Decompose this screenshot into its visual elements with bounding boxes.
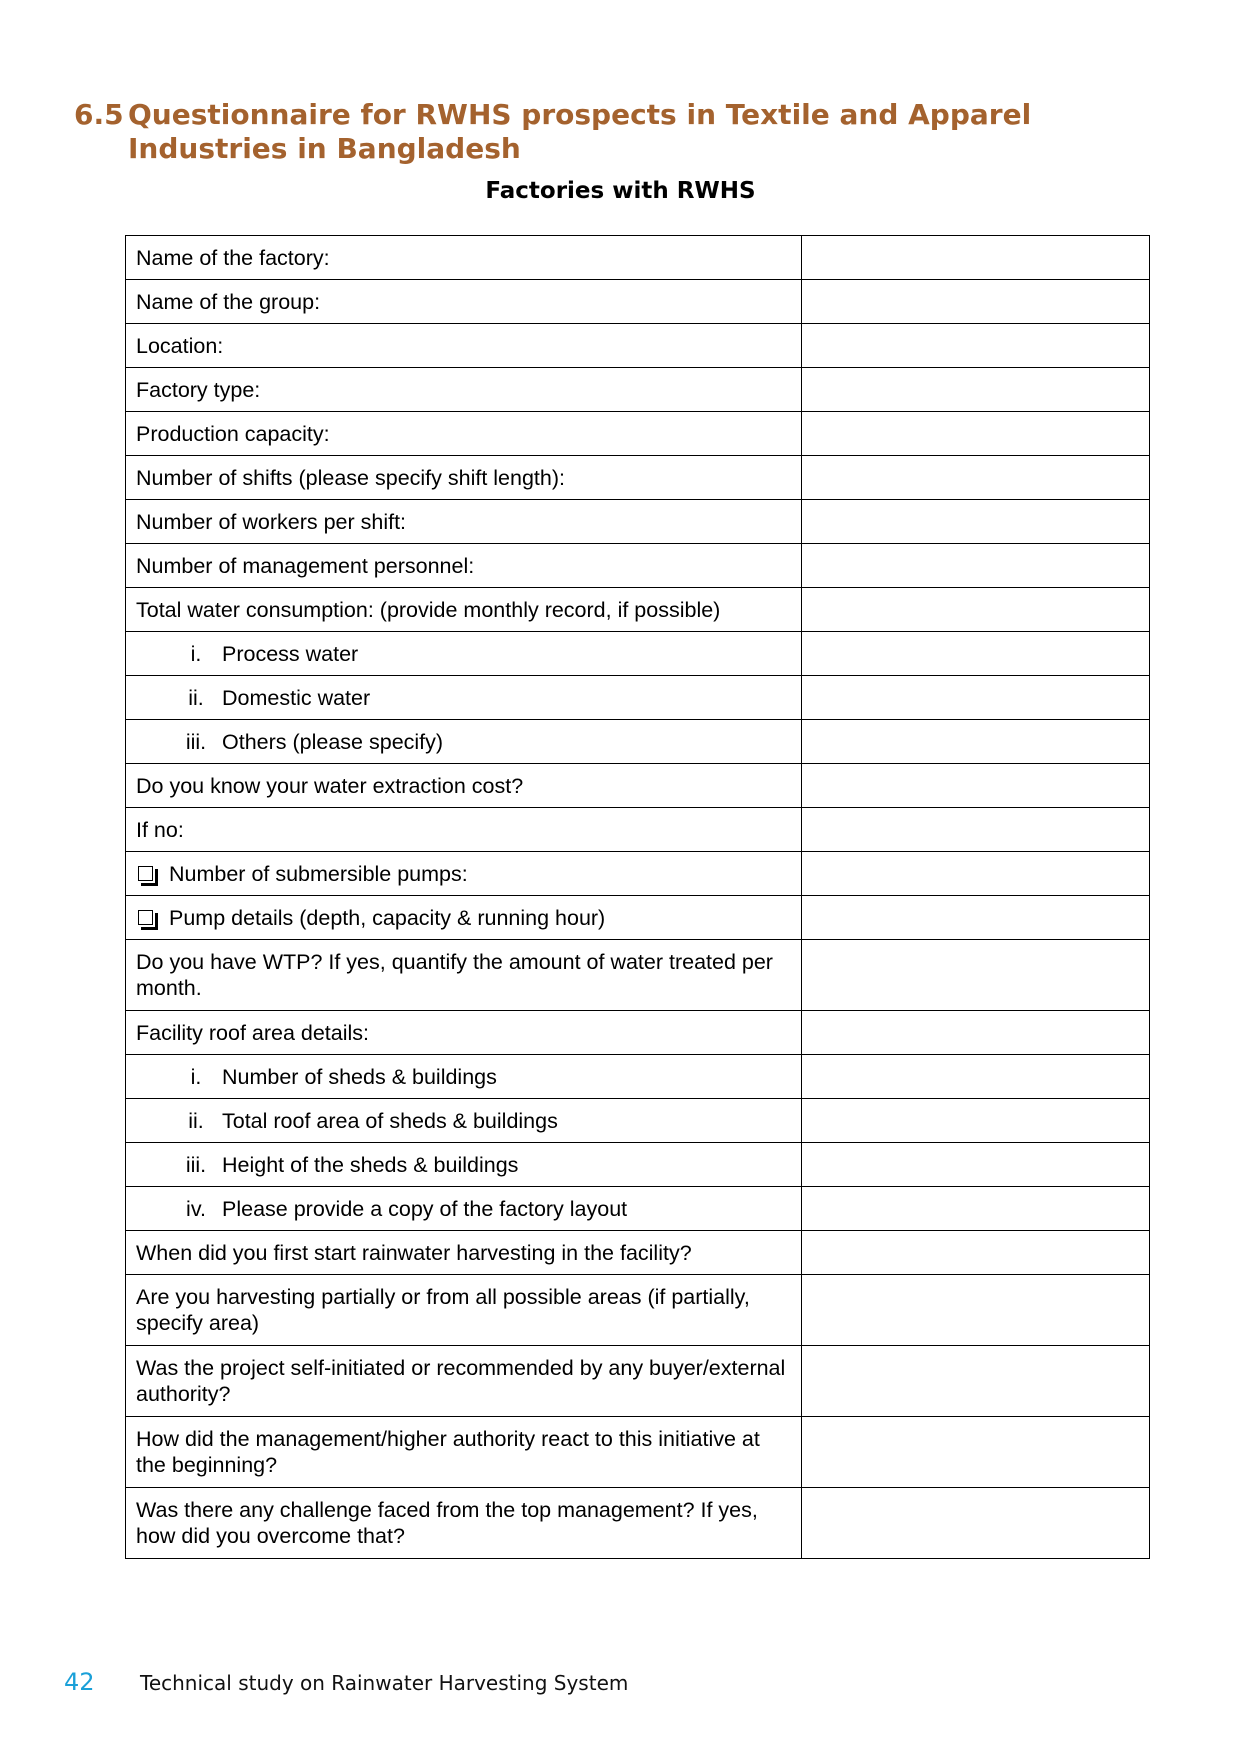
question-cell: [126, 1143, 802, 1187]
list-numeral: ii.: [188, 1108, 204, 1133]
answer-cell[interactable]: [802, 632, 1150, 676]
list-numeral: i.: [190, 1064, 202, 1089]
section-number: 6.5: [74, 98, 124, 131]
question-cell: [126, 632, 802, 676]
question-text: Do you know your water extraction cost?: [136, 773, 524, 798]
answer-cell[interactable]: [802, 1011, 1150, 1055]
table-row: [126, 280, 1150, 324]
question-text: If no:: [136, 817, 184, 842]
answer-cell[interactable]: [802, 500, 1150, 544]
question-text: Number of shifts (please specify shift length):: [136, 465, 565, 490]
checkbox-icon[interactable]: [138, 910, 153, 925]
table-row: [126, 852, 1150, 896]
question-cell: [126, 456, 802, 500]
table-row: [126, 1143, 1150, 1187]
question-text: Others (please specify): [222, 729, 444, 754]
table-subheading: Factories with RWHS: [485, 178, 756, 204]
answer-cell[interactable]: [802, 764, 1150, 808]
question-cell: [126, 544, 802, 588]
question-text: Name of the group:: [136, 289, 321, 314]
question-text: Pump details (depth, capacity & running hour): [169, 905, 606, 930]
answer-cell[interactable]: [802, 1417, 1150, 1488]
table-row: [126, 1011, 1150, 1055]
table-row: [126, 544, 1150, 588]
question-text: When did you first start rainwater harvesting in the facility?: [136, 1240, 692, 1265]
question-text: Do you have WTP? If yes, quantify the amount of water treated per month.: [136, 950, 773, 1000]
question-cell: [126, 588, 802, 632]
question-text: Number of workers per shift:: [136, 509, 407, 534]
table-row: [126, 368, 1150, 412]
question-cell: [126, 1231, 802, 1275]
question-text: Domestic water: [222, 685, 371, 710]
answer-cell[interactable]: [802, 1187, 1150, 1231]
table-row: [126, 632, 1150, 676]
question-text: How did the management/higher authority react to this initiative at the beginning?: [136, 1427, 760, 1477]
table-row: [126, 236, 1150, 280]
question-cell: [126, 940, 802, 1011]
question-text: Height of the sheds & buildings: [222, 1152, 519, 1177]
answer-cell[interactable]: [802, 544, 1150, 588]
question-text: Facility roof area details:: [136, 1020, 370, 1045]
answer-cell[interactable]: [802, 808, 1150, 852]
checkbox-icon[interactable]: [138, 866, 153, 881]
table-row: [126, 1231, 1150, 1275]
question-text: Please provide a copy of the factory layout: [222, 1196, 628, 1221]
question-text: Number of submersible pumps:: [169, 861, 468, 886]
table-row: [126, 1055, 1150, 1099]
question-cell: [126, 324, 802, 368]
section-heading: [74, 98, 1184, 166]
question-text: Total water consumption: (provide monthly record, if possible): [136, 597, 721, 622]
table-row: [126, 764, 1150, 808]
answer-cell[interactable]: [802, 588, 1150, 632]
question-cell: [126, 720, 802, 764]
question-cell: [126, 1488, 802, 1559]
table-row: [126, 500, 1150, 544]
question-cell: [126, 896, 802, 940]
list-numeral: iii.: [185, 1152, 207, 1177]
question-text: Was there any challenge faced from the top management? If yes, how did you overcome that?: [136, 1498, 758, 1548]
question-cell: [126, 280, 802, 324]
list-numeral: iv.: [186, 1196, 206, 1221]
table-row: [126, 1488, 1150, 1559]
page-footer: [64, 1668, 628, 1708]
answer-cell[interactable]: [802, 940, 1150, 1011]
question-text: Number of management personnel:: [136, 553, 475, 578]
question-text: Location:: [136, 333, 224, 358]
answer-cell[interactable]: [802, 1231, 1150, 1275]
answer-cell[interactable]: [802, 236, 1150, 280]
question-text: Total roof area of sheds & buildings: [222, 1108, 558, 1133]
question-cell: [126, 1346, 802, 1417]
question-cell: [126, 808, 802, 852]
table-row: [126, 1275, 1150, 1346]
table-row: [126, 1346, 1150, 1417]
question-cell: [126, 764, 802, 808]
table-row: [126, 720, 1150, 764]
table-row: [126, 1099, 1150, 1143]
question-text: Factory type:: [136, 377, 261, 402]
footer-title: Technical study on Rainwater Harvesting System: [140, 1671, 629, 1695]
question-cell: [126, 1417, 802, 1488]
question-text: Number of sheds & buildings: [222, 1064, 497, 1089]
question-cell: [126, 368, 802, 412]
table-row: [126, 456, 1150, 500]
question-text: Was the project self-initiated or recommended by any buyer/external authority?: [136, 1356, 786, 1406]
table-row: [126, 676, 1150, 720]
answer-cell[interactable]: [802, 1488, 1150, 1559]
answer-cell[interactable]: [802, 280, 1150, 324]
table-row: [126, 1187, 1150, 1231]
list-numeral: ii.: [188, 685, 204, 710]
table-row: [126, 940, 1150, 1011]
answer-cell[interactable]: [802, 1099, 1150, 1143]
list-numeral: i.: [190, 641, 202, 666]
question-cell: [126, 676, 802, 720]
answer-cell[interactable]: [802, 720, 1150, 764]
question-cell: [126, 236, 802, 280]
question-cell: [126, 1275, 802, 1346]
table-row: [126, 588, 1150, 632]
question-cell: [126, 1099, 802, 1143]
question-cell: [126, 852, 802, 896]
answer-cell[interactable]: [802, 368, 1150, 412]
answer-cell[interactable]: [802, 896, 1150, 940]
question-cell: [126, 1055, 802, 1099]
question-text: Are you harvesting partially or from all possible areas (if partially, specify area): [136, 1285, 750, 1335]
answer-cell[interactable]: [802, 456, 1150, 500]
questionnaire-table: [125, 235, 1150, 1559]
list-numeral: iii.: [185, 729, 207, 754]
answer-cell[interactable]: [802, 1346, 1150, 1417]
table-row: [126, 412, 1150, 456]
question-text: Process water: [222, 641, 359, 666]
table-row: [126, 896, 1150, 940]
answer-cell[interactable]: [802, 1275, 1150, 1346]
table-row: [126, 1417, 1150, 1488]
question-cell: [126, 1011, 802, 1055]
answer-cell[interactable]: [802, 412, 1150, 456]
answer-cell[interactable]: [802, 852, 1150, 896]
answer-cell[interactable]: [802, 324, 1150, 368]
question-cell: [126, 1187, 802, 1231]
question-text: Production capacity:: [136, 421, 330, 446]
answer-cell[interactable]: [802, 676, 1150, 720]
question-cell: [126, 500, 802, 544]
table-row: [126, 808, 1150, 852]
section-title: Questionnaire for RWHS prospects in Textile and Apparel Industries in Bangladesh: [128, 98, 1032, 165]
page-number: 42: [64, 1668, 95, 1696]
answer-cell[interactable]: [802, 1055, 1150, 1099]
question-cell: [126, 412, 802, 456]
question-text: Name of the factory:: [136, 245, 330, 270]
table-row: [126, 324, 1150, 368]
answer-cell[interactable]: [802, 1143, 1150, 1187]
